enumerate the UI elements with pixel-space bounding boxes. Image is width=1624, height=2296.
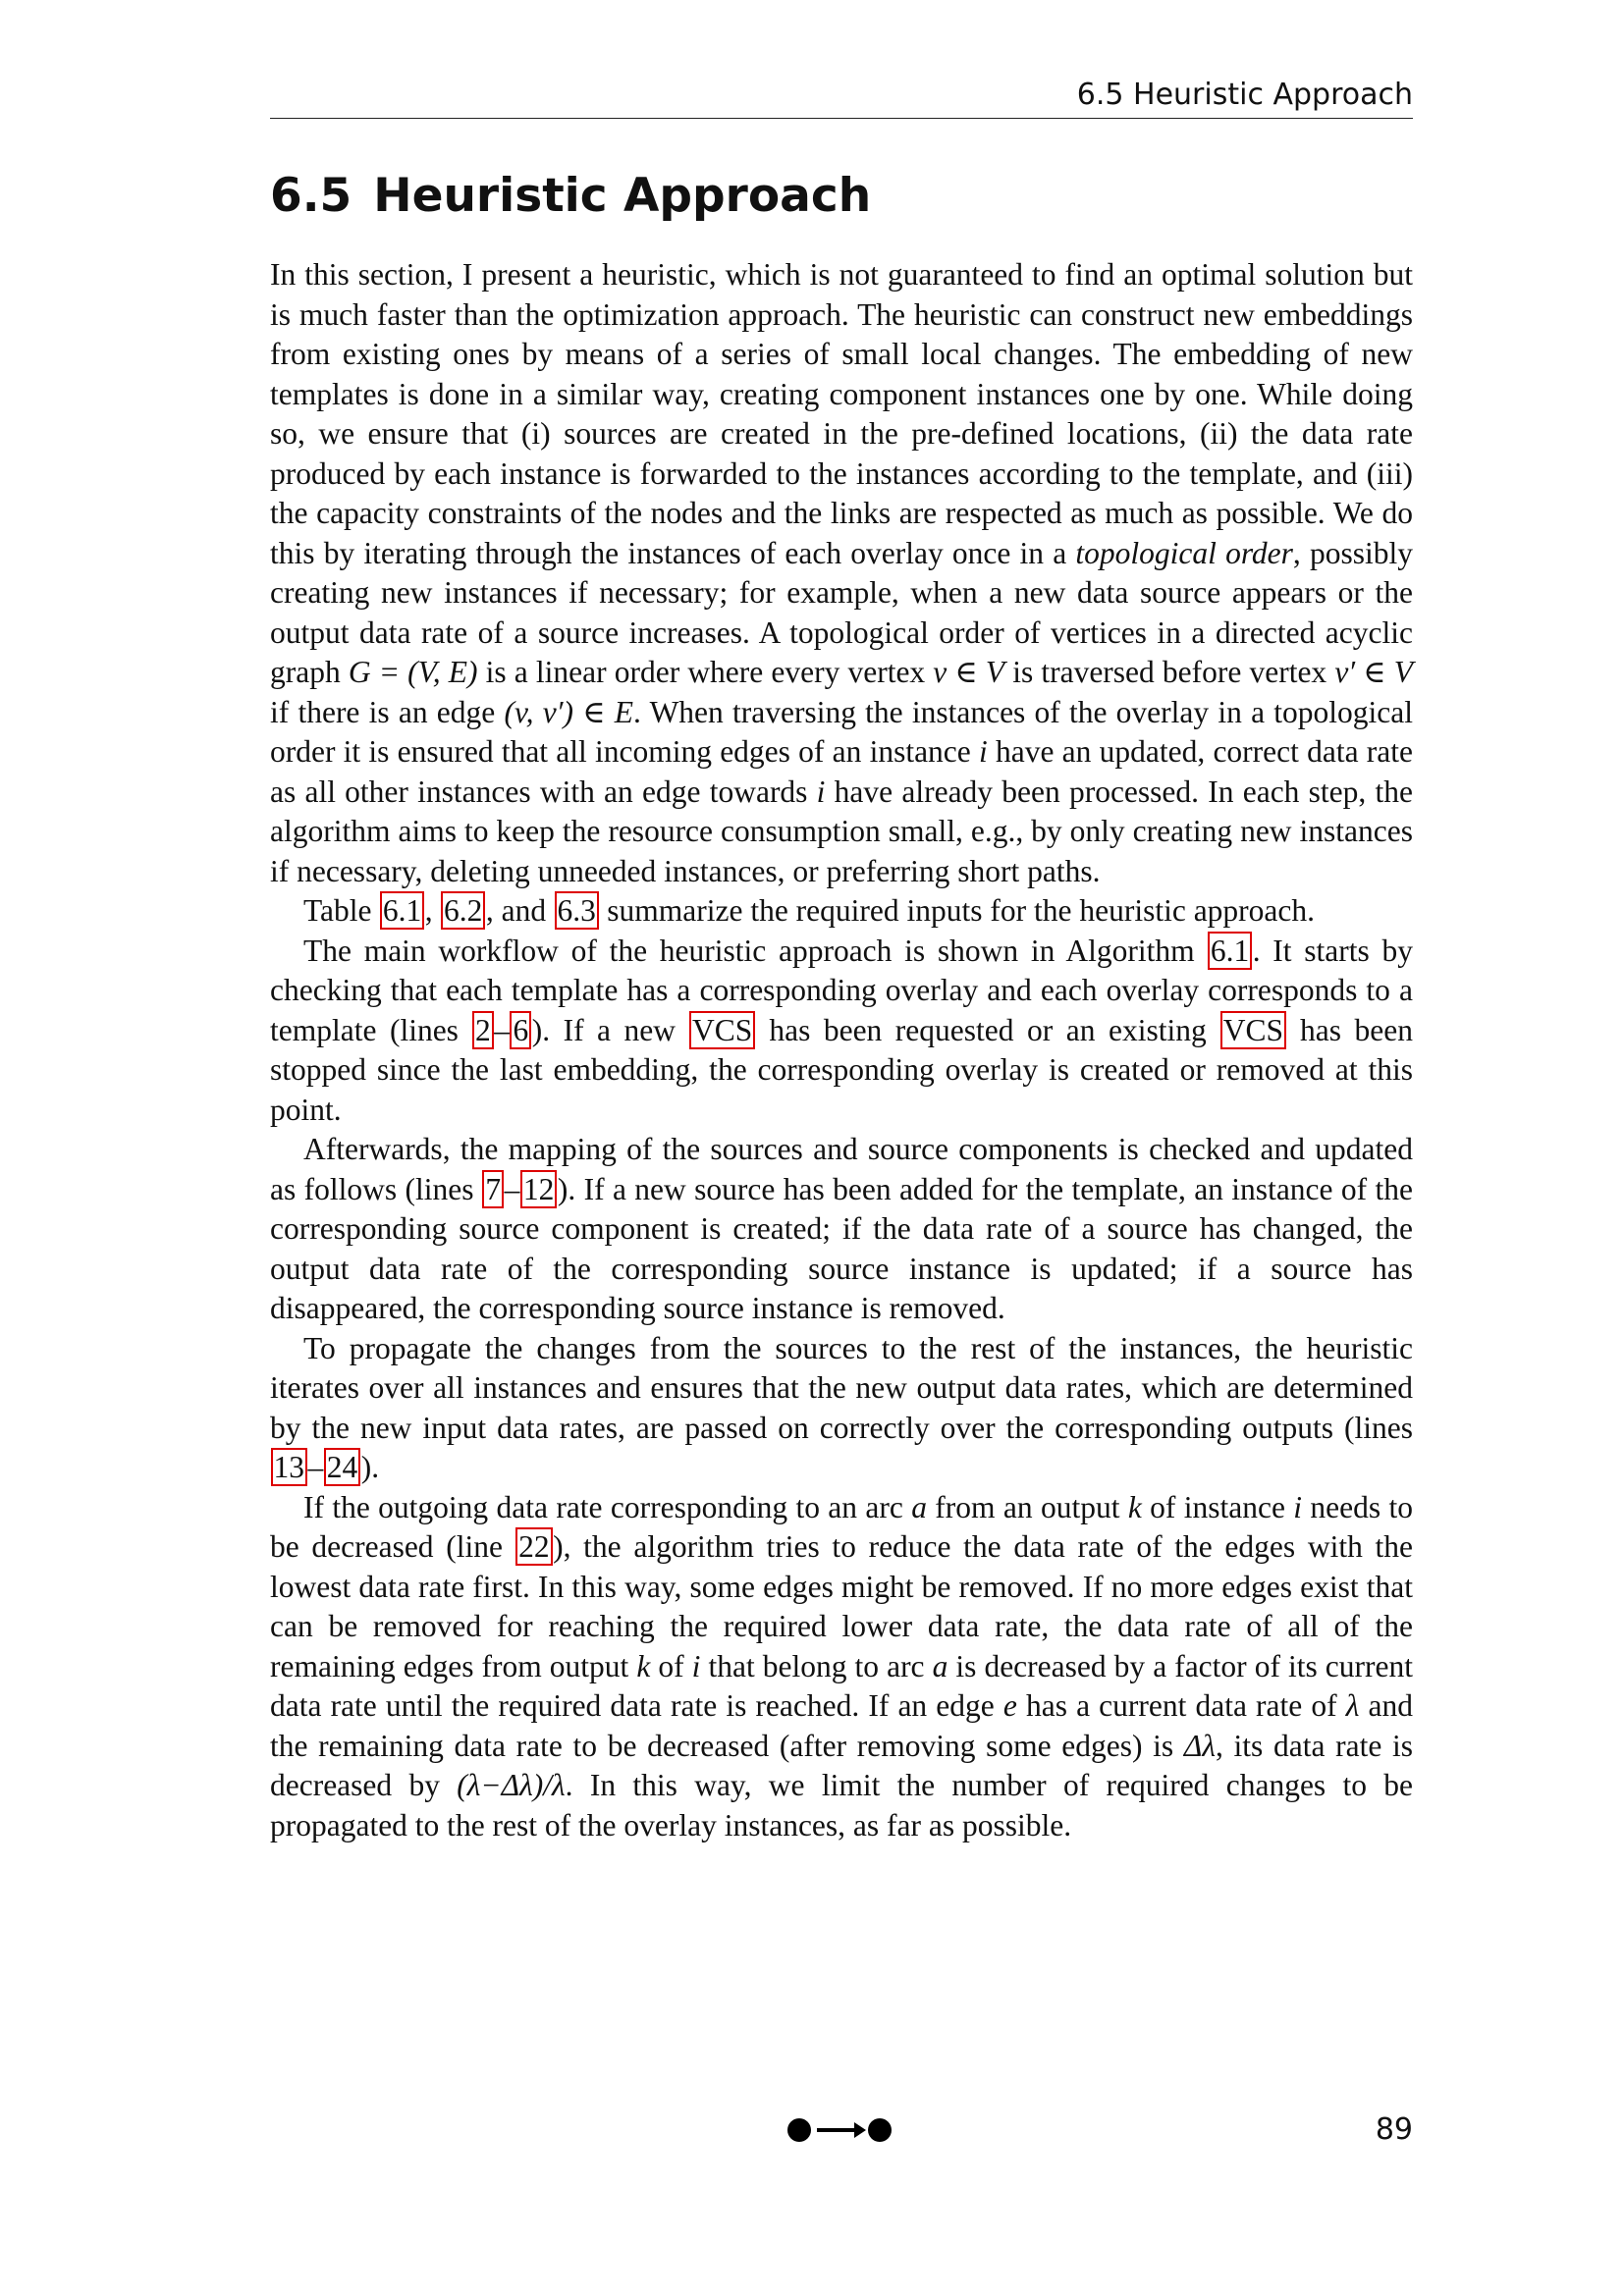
running-header (270, 73, 1413, 119)
table-link-6-1[interactable]: 6.1 (380, 891, 424, 930)
dot-arrow-dot-logo-icon (785, 2110, 893, 2150)
section-heading (270, 165, 871, 228)
section-title: Heuristic Approach (373, 169, 872, 223)
math-output: k (1127, 1489, 1142, 1524)
table-link-6-3[interactable]: 6.3 (555, 891, 599, 930)
line-link-13[interactable]: 13 (271, 1448, 308, 1486)
acronym-link-vcs[interactable]: VCS (689, 1011, 755, 1049)
math-lambda: λ (1345, 1688, 1360, 1723)
section-number: 6.5 (270, 169, 352, 223)
line-link-12[interactable]: 12 (520, 1170, 558, 1208)
math-output: k (636, 1648, 651, 1683)
line-link-6[interactable]: 6 (510, 1011, 531, 1049)
math-arc: a (911, 1489, 927, 1524)
body-text (270, 255, 1413, 1845)
math-instance: i (691, 1648, 701, 1683)
acronym-link-vcs[interactable]: VCS (1220, 1011, 1286, 1049)
algorithm-link-6-1[interactable]: 6.1 (1208, 932, 1252, 970)
math-edge-e: e (1002, 1688, 1017, 1723)
math-vertex: v ∈ V (933, 655, 1005, 689)
math-delta-lambda: Δλ (1183, 1728, 1216, 1763)
line-link-24[interactable]: 24 (324, 1448, 361, 1486)
math-instance: i (979, 734, 988, 769)
emphasis-topological-order: topological order (1075, 535, 1293, 570)
line-link-22[interactable]: 22 (515, 1527, 553, 1566)
running-header-title: 6.5 Heuristic Approach (1076, 78, 1413, 112)
line-link-7[interactable]: 7 (482, 1170, 504, 1208)
math-instance: i (1293, 1489, 1303, 1524)
math-arc: a (932, 1648, 948, 1683)
math-ratio: (λ−Δλ)/λ (457, 1768, 566, 1802)
paragraph-workflow: The main workflow of the heuristic approach is shown in Algorithm 6.1 . It starts by checking that each template has a corresponding overlay and each overlay corresponds to a template (lines 2 – 6 ). If a new VCS has been requested or an existing VCS has been stopped since the last embedding, the corresponding overlay is created or removed at this point. (270, 933, 1413, 1127)
page-number: 89 (1375, 2112, 1413, 2147)
paragraph-intro: In this section, I present a heuristic, which is not guaranteed to find an optimal solution but is much faster than the optimization approach. The heuristic can construct new embeddings from existing ones by means of a series of small local changes. The embedding of new templates is done in a similar way, creating component instances one by one. While doing so, we ensure that (i) sources are created in the pre-defined locations, (ii) the data rate produced by each instance is forwarded to the instances according to the template, and (iii) the capacity constraints of the nodes and the links are respected as much as possible. We do this by iterating through the instances of each overlay once in a topological order, possibly creating new instances if necessary; for example, when a new data source appears or the output data rate of a source increases. A topological order of vertices in a directed acyclic graph G = (V, E) is a linear order where every vertex v ∈ V is traversed before vertex v′ ∈ V if there is an edge (v, v′) ∈ E. When traversing the instances of the overlay in a topological order it is ensured that all incoming edges of an instance i have an updated, correct data rate as all other instances with an edge towards i have already been processed. In each step, the algorithm aims to keep the resource consumption small, e.g., by only creating new instances if necessary, deleting unneeded instances, or preferring short paths. (270, 257, 1413, 888)
math-edge: (v, v′) ∈ E (504, 694, 634, 729)
paragraph-tables: Table 6.1 , 6.2 , and 6.3 summarize the required inputs for the heuristic approach. (303, 893, 1315, 928)
table-link-6-2[interactable]: 6.2 (441, 891, 485, 930)
line-link-2[interactable]: 2 (472, 1011, 494, 1049)
math-vertex-prime: v′ ∈ V (1334, 655, 1413, 689)
math-instance: i (816, 774, 826, 809)
paragraph-propagate: To propagate the changes from the sources to the rest of the instances, the heuristic iterates over all instances and ensures that the new output data rates, which are determined by the new input data rates, are passed on correctly over the corresponding outputs (lines 13 – 24 ). (270, 1330, 1413, 1484)
paragraph-decrease: If the outgoing data rate corresponding to an arc a from an output k of instance i needs to be decreased (line 22 ), the algorithm tries to reduce the data rate of the edges with the lowest data rate first. In this way, some edges might be removed. If no more edges exist that can be removed for reaching the required lower data rate, the data rate of all of the remaining edges from output k of i that belong to arc a is decreased by a factor of its current data rate until the required data rate is reached. If an edge e has a current data rate of λ and the remaining data rate to be decreased (after removing some edges) is Δλ, its data rate is decreased by (λ−Δλ)/λ. In this way, we limit the number of required changes to be propagated to the rest of the overlay instances, as far as possible. (270, 1489, 1414, 1842)
math-graph: G = (V, E) (348, 655, 478, 689)
paragraph-sources: Afterwards, the mapping of the sources and source components is checked and updated as follows (lines 7 – 12 ). If a new source has been added for the template, an instance of the corresponding source component is created; if the data rate of a source has changed, the output data rate of the corresponding source instance is updated; if a source has disappeared, the corresponding source instance is removed. (270, 1132, 1413, 1325)
